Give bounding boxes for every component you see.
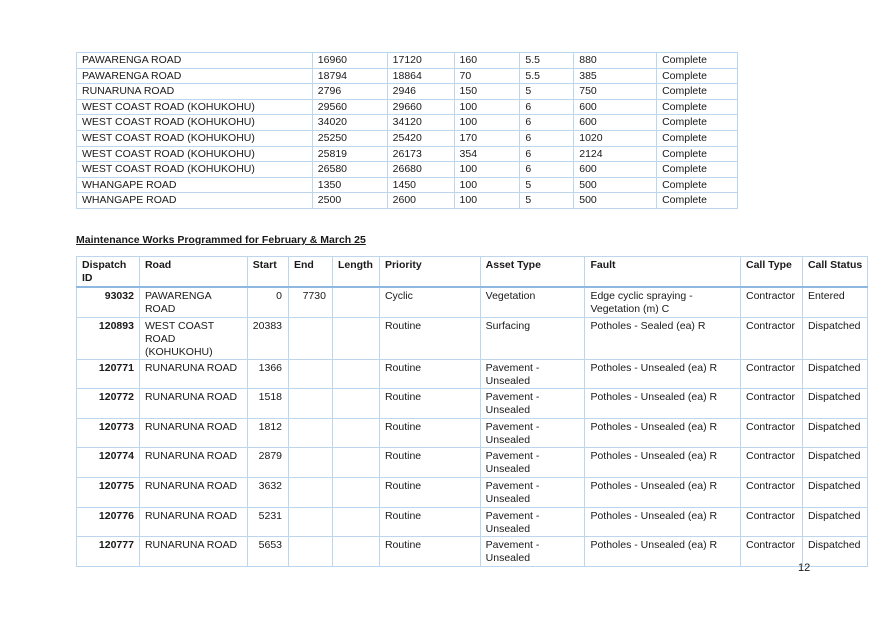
- cell-road: WEST COAST ROAD (KOHUKOHU): [77, 99, 313, 115]
- cell-dispatch-id: 120773: [77, 418, 140, 448]
- table-row: [77, 53, 738, 69]
- maintenance-table: [76, 256, 868, 567]
- cell-start: 1518: [247, 389, 288, 419]
- cell-dispatch-id: 120893: [77, 317, 140, 359]
- table-row: [77, 389, 868, 419]
- cell-end: [289, 537, 333, 567]
- cell-call-type: Contractor: [740, 287, 802, 317]
- cell-status: Complete: [657, 193, 738, 209]
- cell-fault: Potholes - Unsealed (ea) R: [585, 389, 741, 419]
- cell-fault: Potholes - Unsealed (ea) R: [585, 477, 741, 507]
- cell-start: 5653: [247, 537, 288, 567]
- cell-width: 5: [520, 193, 574, 209]
- cell-priority: Routine: [379, 448, 480, 478]
- cell-width: 6: [520, 146, 574, 162]
- cell-call-type: Contractor: [740, 359, 802, 389]
- maintenance-header-row: [77, 257, 868, 288]
- cell-call-type: Contractor: [740, 418, 802, 448]
- header-fault: Fault: [585, 257, 741, 288]
- cell-length: 100: [454, 193, 520, 209]
- cell-start: 18794: [312, 68, 387, 84]
- cell-area: 500: [574, 193, 657, 209]
- cell-call-status: Dispatched: [802, 418, 867, 448]
- cell-priority: Routine: [379, 317, 480, 359]
- cell-call-type: Contractor: [740, 477, 802, 507]
- cell-call-status: Dispatched: [802, 507, 867, 537]
- cell-end: 26173: [387, 146, 454, 162]
- table-row: [77, 68, 738, 84]
- cell-road: RUNARUNA ROAD: [139, 418, 247, 448]
- cell-status: Complete: [657, 162, 738, 178]
- cell-end: 29660: [387, 99, 454, 115]
- cell-fault: Potholes - Sealed (ea) R: [585, 317, 741, 359]
- cell-asset-type: Pavement - Unsealed: [480, 448, 585, 478]
- cell-priority: Routine: [379, 389, 480, 419]
- cell-status: Complete: [657, 177, 738, 193]
- cell-start: 25250: [312, 130, 387, 146]
- cell-length: 354: [454, 146, 520, 162]
- cell-length: [332, 389, 379, 419]
- cell-call-status: Entered: [802, 287, 867, 317]
- cell-status: Complete: [657, 84, 738, 100]
- cell-asset-type: Pavement - Unsealed: [480, 477, 585, 507]
- cell-call-status: Dispatched: [802, 389, 867, 419]
- cell-end: 2946: [387, 84, 454, 100]
- cell-road: WHANGAPE ROAD: [77, 193, 313, 209]
- cell-call-type: Contractor: [740, 389, 802, 419]
- table-row: [77, 162, 738, 178]
- cell-end: 34120: [387, 115, 454, 131]
- cell-length: [332, 287, 379, 317]
- cell-dispatch-id: 120777: [77, 537, 140, 567]
- cell-length: 160: [454, 53, 520, 69]
- header-call-type: Call Type: [740, 257, 802, 288]
- cell-call-status: Dispatched: [802, 359, 867, 389]
- cell-width: 6: [520, 162, 574, 178]
- cell-call-type: Contractor: [740, 537, 802, 567]
- cell-area: 880: [574, 53, 657, 69]
- table-row: [77, 146, 738, 162]
- cell-end: [289, 418, 333, 448]
- completed-works-body: [77, 53, 738, 209]
- cell-length: 100: [454, 115, 520, 131]
- header-road: Road: [139, 257, 247, 288]
- cell-road: PAWARENGA ROAD: [77, 68, 313, 84]
- cell-start: 25819: [312, 146, 387, 162]
- cell-start: 16960: [312, 53, 387, 69]
- cell-call-status: Dispatched: [802, 448, 867, 478]
- cell-length: [332, 537, 379, 567]
- cell-road: RUNARUNA ROAD: [139, 537, 247, 567]
- cell-fault: Potholes - Unsealed (ea) R: [585, 418, 741, 448]
- cell-dispatch-id: 120775: [77, 477, 140, 507]
- cell-end: 1450: [387, 177, 454, 193]
- cell-end: 26680: [387, 162, 454, 178]
- header-length: Length: [332, 257, 379, 288]
- cell-start: 0: [247, 287, 288, 317]
- cell-length: 100: [454, 162, 520, 178]
- cell-asset-type: Pavement - Unsealed: [480, 389, 585, 419]
- table-row: [77, 359, 868, 389]
- cell-area: 600: [574, 115, 657, 131]
- cell-width: 5.5: [520, 68, 574, 84]
- cell-call-type: Contractor: [740, 507, 802, 537]
- cell-width: 6: [520, 115, 574, 131]
- cell-length: 150: [454, 84, 520, 100]
- table-row: [77, 99, 738, 115]
- cell-fault: Potholes - Unsealed (ea) R: [585, 448, 741, 478]
- table-row: [77, 317, 868, 359]
- cell-asset-type: Vegetation: [480, 287, 585, 317]
- table-row: [77, 177, 738, 193]
- cell-asset-type: Pavement - Unsealed: [480, 507, 585, 537]
- cell-road: WEST COAST ROAD (KOHUKOHU): [77, 162, 313, 178]
- cell-start: 2879: [247, 448, 288, 478]
- cell-length: [332, 418, 379, 448]
- cell-road: WEST COAST ROAD (KOHUKOHU): [77, 115, 313, 131]
- cell-call-type: Contractor: [740, 317, 802, 359]
- cell-width: 5: [520, 177, 574, 193]
- header-call-status: Call Status: [802, 257, 867, 288]
- table-row: [77, 115, 738, 131]
- cell-end: 18864: [387, 68, 454, 84]
- cell-start: 5231: [247, 507, 288, 537]
- header-asset-type: Asset Type: [480, 257, 585, 288]
- cell-priority: Routine: [379, 359, 480, 389]
- cell-road: RUNARUNA ROAD: [139, 448, 247, 478]
- cell-width: 6: [520, 130, 574, 146]
- cell-end: [289, 389, 333, 419]
- cell-status: Complete: [657, 53, 738, 69]
- cell-area: 2124: [574, 146, 657, 162]
- cell-end: [289, 317, 333, 359]
- table-row: [77, 418, 868, 448]
- cell-end: [289, 477, 333, 507]
- cell-dispatch-id: 93032: [77, 287, 140, 317]
- cell-status: Complete: [657, 99, 738, 115]
- cell-start: 1350: [312, 177, 387, 193]
- cell-road: PAWARENGA ROAD: [77, 53, 313, 69]
- cell-dispatch-id: 120771: [77, 359, 140, 389]
- cell-asset-type: Pavement - Unsealed: [480, 418, 585, 448]
- cell-fault: Potholes - Unsealed (ea) R: [585, 507, 741, 537]
- cell-call-type: Contractor: [740, 448, 802, 478]
- cell-road: RUNARUNA ROAD: [77, 84, 313, 100]
- cell-fault: Edge cyclic spraying - Vegetation (m) C: [585, 287, 741, 317]
- cell-road: WEST COAST ROAD (KOHUKOHU): [77, 130, 313, 146]
- cell-width: 5.5: [520, 53, 574, 69]
- cell-length: 100: [454, 99, 520, 115]
- cell-length: 170: [454, 130, 520, 146]
- cell-area: 600: [574, 99, 657, 115]
- page-number: 12: [798, 562, 811, 574]
- table-row: [77, 193, 738, 209]
- cell-asset-type: Surfacing: [480, 317, 585, 359]
- cell-road: RUNARUNA ROAD: [139, 359, 247, 389]
- cell-start: 26580: [312, 162, 387, 178]
- cell-road: WHANGAPE ROAD: [77, 177, 313, 193]
- cell-end: [289, 448, 333, 478]
- cell-end: [289, 359, 333, 389]
- table-row: [77, 448, 868, 478]
- cell-road: RUNARUNA ROAD: [139, 507, 247, 537]
- cell-call-status: Dispatched: [802, 317, 867, 359]
- cell-asset-type: Pavement - Unsealed: [480, 537, 585, 567]
- cell-road: RUNARUNA ROAD: [139, 477, 247, 507]
- cell-priority: Routine: [379, 477, 480, 507]
- header-start: Start: [247, 257, 288, 288]
- cell-priority: Routine: [379, 537, 480, 567]
- cell-end: 2600: [387, 193, 454, 209]
- cell-road: WEST COAST ROAD (KOHUKOHU): [77, 146, 313, 162]
- cell-start: 1812: [247, 418, 288, 448]
- cell-dispatch-id: 120776: [77, 507, 140, 537]
- cell-road: RUNARUNA ROAD: [139, 389, 247, 419]
- cell-priority: Routine: [379, 418, 480, 448]
- cell-length: [332, 359, 379, 389]
- cell-area: 500: [574, 177, 657, 193]
- cell-end: 7730: [289, 287, 333, 317]
- cell-length: [332, 448, 379, 478]
- cell-start: 3632: [247, 477, 288, 507]
- maintenance-body: [77, 287, 868, 566]
- header-priority: Priority: [379, 257, 480, 288]
- cell-asset-type: Pavement - Unsealed: [480, 359, 585, 389]
- cell-length: [332, 317, 379, 359]
- table-row: [77, 477, 868, 507]
- cell-priority: Cyclic: [379, 287, 480, 317]
- cell-area: 1020: [574, 130, 657, 146]
- cell-call-status: Dispatched: [802, 537, 867, 567]
- cell-dispatch-id: 120774: [77, 448, 140, 478]
- table-row: [77, 507, 868, 537]
- cell-status: Complete: [657, 130, 738, 146]
- cell-fault: Potholes - Unsealed (ea) R: [585, 359, 741, 389]
- table-row: [77, 537, 868, 567]
- cell-start: 34020: [312, 115, 387, 131]
- cell-call-status: Dispatched: [802, 477, 867, 507]
- table-row: [77, 130, 738, 146]
- cell-start: 2500: [312, 193, 387, 209]
- cell-length: 100: [454, 177, 520, 193]
- cell-start: 20383: [247, 317, 288, 359]
- completed-works-table: [76, 52, 738, 209]
- cell-area: 750: [574, 84, 657, 100]
- cell-width: 6: [520, 99, 574, 115]
- cell-status: Complete: [657, 115, 738, 131]
- header-dispatch-id: Dispatch ID: [77, 257, 140, 288]
- cell-road: PAWARENGA ROAD: [139, 287, 247, 317]
- cell-road: WEST COAST ROAD (KOHUKOHU): [139, 317, 247, 359]
- cell-start: 1366: [247, 359, 288, 389]
- cell-area: 600: [574, 162, 657, 178]
- cell-end: [289, 507, 333, 537]
- cell-status: Complete: [657, 146, 738, 162]
- table-row: [77, 84, 738, 100]
- cell-area: 385: [574, 68, 657, 84]
- cell-start: 2796: [312, 84, 387, 100]
- cell-start: 29560: [312, 99, 387, 115]
- cell-length: 70: [454, 68, 520, 84]
- cell-fault: Potholes - Unsealed (ea) R: [585, 537, 741, 567]
- header-end: End: [289, 257, 333, 288]
- table-row: [77, 287, 868, 317]
- cell-end: 25420: [387, 130, 454, 146]
- cell-priority: Routine: [379, 507, 480, 537]
- cell-width: 5: [520, 84, 574, 100]
- cell-dispatch-id: 120772: [77, 389, 140, 419]
- cell-status: Complete: [657, 68, 738, 84]
- cell-end: 17120: [387, 53, 454, 69]
- cell-length: [332, 477, 379, 507]
- cell-length: [332, 507, 379, 537]
- maintenance-heading: Maintenance Works Programmed for February & March 25: [76, 234, 366, 246]
